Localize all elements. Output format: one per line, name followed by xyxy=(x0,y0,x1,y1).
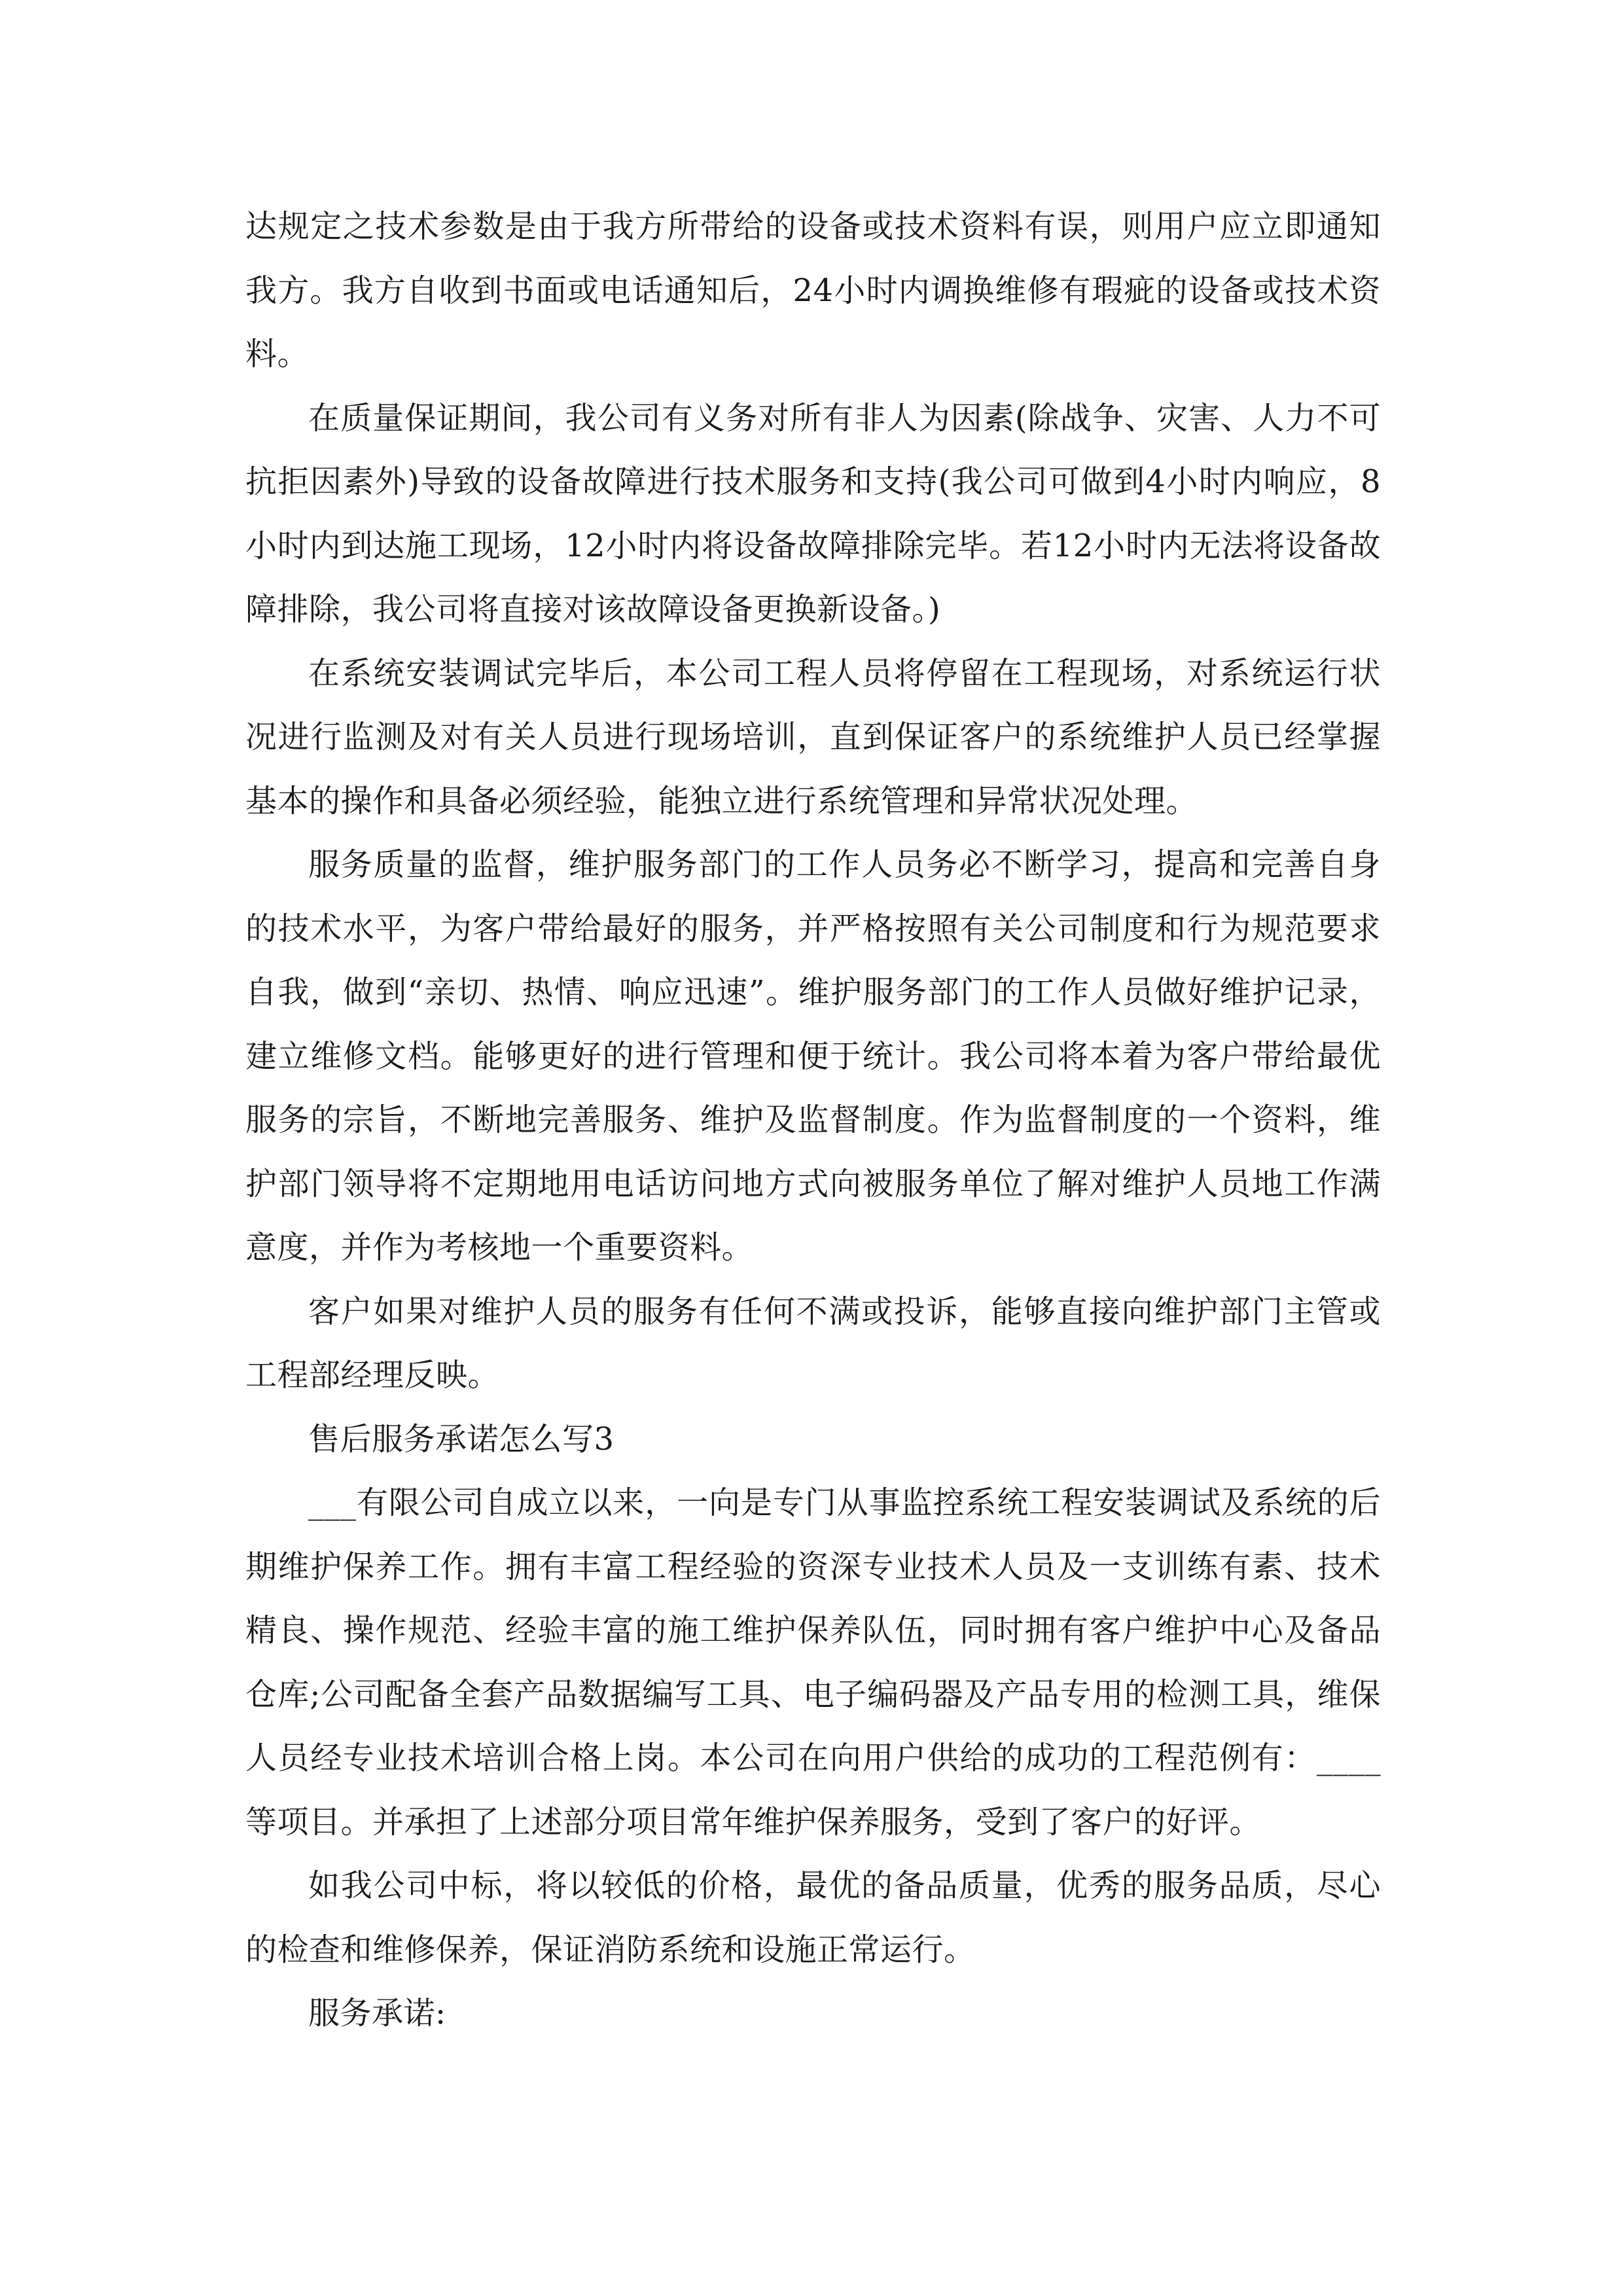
paragraph-7: 如我公司中标，将以较低的价格，最优的备品质量，优秀的服务品质，尽心的检查和维修保养，保证消防系统和设施正常运行。 xyxy=(245,1867,1381,1968)
paragraph-4: 服务质量的监督，维护服务部门的工作人员务必不断学习，提高和完善自身的技术水平，为客户带给最好的服务，并严格按照有关公司制度和行为规范要求自我，做到“亲切、热情、响应迅速”。维护服务部门的工作人员做好维护记录，建立维修文档。能够更好的进行管理和便于统计。我公司将本着为客户带给最优服务的宗旨，不断地完善服务、维护及监督制度。作为监督制度的一个资料，维护部门领导将不定期地用电话访问地方式向被服务单位了解对维护人员地工作满意度，并作为考核地一个重要资料。 xyxy=(245,846,1381,1266)
paragraph-8: 服务承诺: xyxy=(308,1995,446,2032)
document-body xyxy=(245,195,1381,2046)
paragraph-3: 在系统安装调试完毕后，本公司工程人员将停留在工程现场，对系统运行状况进行监测及对有关人员进行现场培训，直到保证客户的系统维护人员已经掌握基本的操作和具备必须经验，能独立进行系统管理和异常状况处理。 xyxy=(245,655,1381,819)
paragraph-1: 达规定之技术参数是由于我方所带给的设备或技术资料有误，则用户应立即通知我方。我方自收到书面或电话通知后，24小时内调换维修有瑕疵的设备或技术资料。 xyxy=(245,208,1381,372)
paragraph-5: 客户如果对维护人员的服务有任何不满或投诉，能够直接向维护部门主管或工程部经理反映。 xyxy=(245,1293,1381,1393)
paragraph-2: 在质量保证期间，我公司有义务对所有非人为因素(除战争、灾害、人力不可抗拒因素外)导致的设备故障进行技术服务和支持(我公司可做到4小时内响应，8小时内到达施工现场，12小时内将设备故障排除完毕。若12小时内无法将设备故障排除，我公司将直接对该故障设备更换新设备。) xyxy=(245,399,1381,628)
paragraph-6: ___有限公司自成立以来，一向是专门从事监控系统工程安装调试及系统的后期维护保养工作。拥有丰富工程经验的资深专业技术人员及一支训练有素、技术精良、操作规范、经验丰富的施工维护保养队伍，同时拥有客户维护中心及备品仓库;公司配备全套产品数据编写工具、电子编码器及产品专用的检测工具，维保人员经专业技术培训合格上岗。本公司在向用户供给的成功的工程范例有：____等项目。并承担了上述部分项目常年维护保养服务，受到了客户的好评。 xyxy=(245,1484,1381,1840)
section-heading: 售后服务承诺怎么写3 xyxy=(308,1420,615,1458)
